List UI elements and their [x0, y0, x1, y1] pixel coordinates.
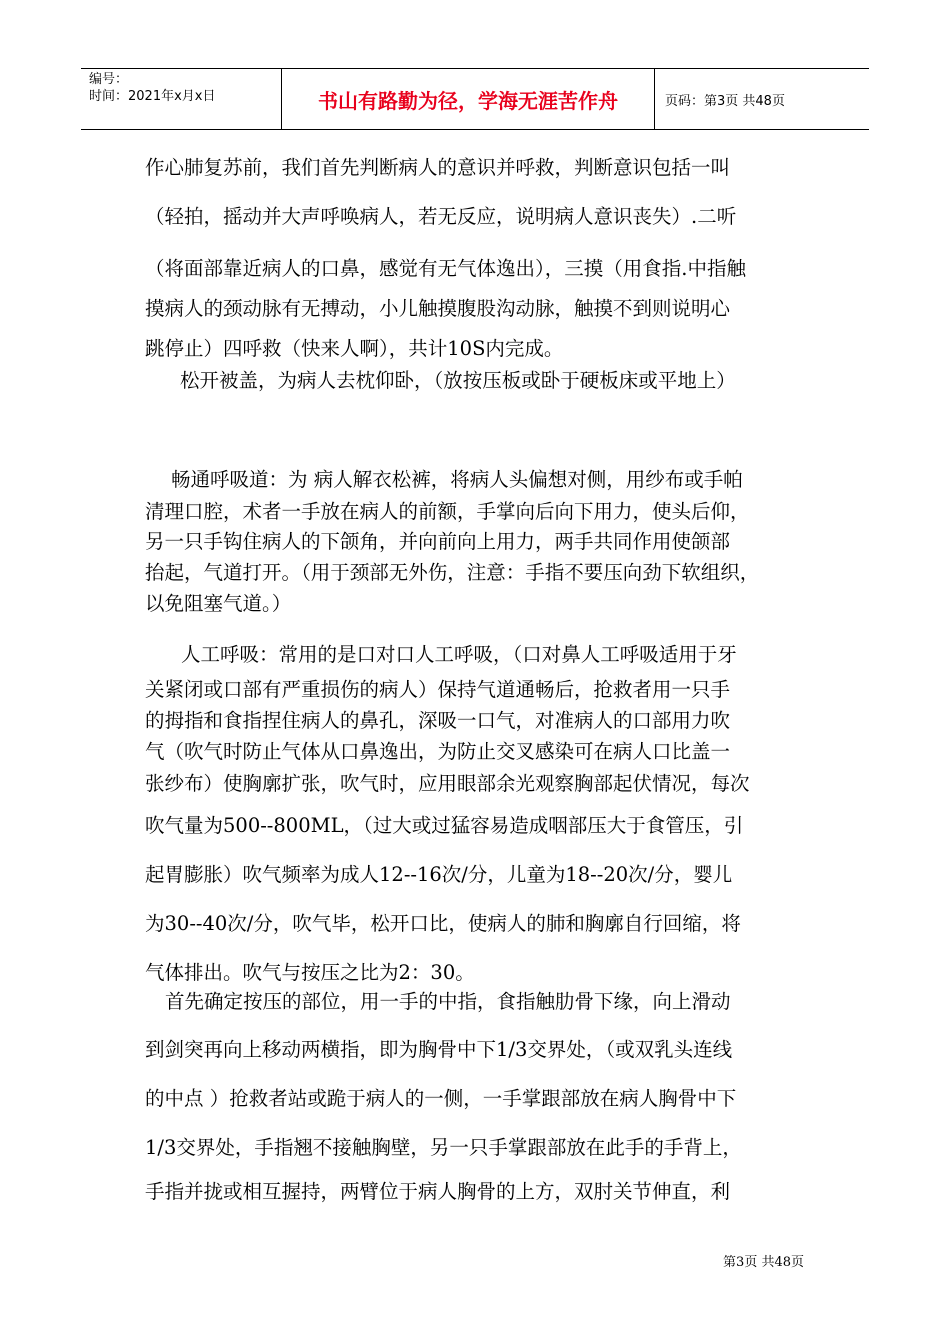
paragraph-5: [145, 978, 807, 1212]
page-header: [81, 68, 869, 130]
text-line: 的拇指和食指捏住病人的鼻孔，深吸一口气，对准病人的口部用力吹: [145, 709, 731, 732]
text-line: 气（吹气时防止气体从口鼻逸出，为防止交叉感染可在病人口比盖一: [145, 740, 731, 763]
text-line: 作心肺复苏前，我们首先判断病人的意识并呼救，判断意识包括一叫: [145, 156, 731, 179]
document-time-label: 时间：2021年x月x日: [89, 89, 216, 104]
paragraph-1: [145, 143, 807, 373]
text-line: 手指并拢或相互握持，两臂位于病人胸骨的上方，双肘关节伸直，利: [145, 1180, 731, 1203]
text-line: 吹气量为500--800ML，（过大或过猛容易造成咽部压大于食管压，引: [145, 814, 744, 837]
text-line: 人工呼吸：常用的是口对口人工呼吸，（口对鼻人工呼吸适用于牙: [181, 643, 737, 666]
text-line: （轻拍，摇动并大声呼唤病人，若无反应，说明病人意识丧失）.二听: [145, 205, 737, 228]
text-line: 起胃膨胀）吹气频率为成人12--16次/分，儿童为18--20次/分，婴儿: [145, 863, 733, 886]
text-line: （将面部靠近病人的口鼻，感觉有无气体逸出），三摸（用食指.中指触: [145, 257, 746, 280]
text-line: 松开被盖，为病人去枕仰卧，（放按压板或卧于硬板床或平地上）: [180, 369, 736, 392]
header-motto: 书山有路勤为径，学海无涯苦作舟: [281, 69, 655, 129]
text-line: 首先确定按压的部位，用一手的中指，食指触肋骨下缘，向上滑动: [165, 990, 731, 1013]
text-line: 跳停止）四呼救（快来人啊），共计10S内完成。: [145, 337, 564, 360]
text-line: 另一只手钩住病人的下颌角，并向前向上用力，两手共同作用使颌部: [145, 530, 731, 553]
paragraph-4: [145, 636, 807, 997]
text-line: 气体排出。吹气与按压之比为2：30。: [145, 961, 475, 984]
text-line: 清理口腔，术者一手放在病人的前额，手掌向后向下用力，使头后仰，: [145, 500, 750, 523]
text-line: 摸病人的颈动脉有无搏动，小儿触摸腹股沟动脉，触摸不到则说明心: [145, 297, 731, 320]
text-line: 为30--40次/分，吹气毕，松开口比，使病人的肺和胸廓自行回缩，将: [145, 912, 741, 935]
text-line: 抬起，气道打开。（用于颈部无外伤，注意：手指不要压向劲下软组织，: [145, 561, 760, 584]
header-meta: [81, 69, 281, 129]
text-line: 畅通呼吸道：为 病人解衣松裤，将病人头偏想对侧，用纱布或手帕: [171, 468, 743, 491]
paragraph-3: [145, 464, 807, 619]
text-line: 到剑突再向上移动两横指，即为胸骨中下1/3交界处，（或双乳头连线: [145, 1038, 733, 1061]
header-page-number: 页码：第3页 共48页: [665, 93, 785, 109]
paragraph-2: [145, 361, 807, 401]
text-line: 张纱布）使胸廓扩张，吹气时，应用眼部余光观察胸部起伏情况，每次: [145, 772, 750, 795]
text-line: 以免阻塞气道。）: [145, 592, 292, 615]
text-line: 1/3交界处，手指翘不接触胸壁，另一只手掌跟部放在此手的手背上，: [145, 1136, 742, 1159]
text-line: 的中点 ）抢救者站或跪于病人的一侧，一手掌跟部放在病人胸骨中下: [145, 1087, 737, 1110]
document-number-label: 编号：: [89, 72, 129, 87]
footer-page-number: 第3页 共48页: [723, 1255, 804, 1270]
text-line: 关紧闭或口部有严重损伤的病人）保持气道通畅后，抢救者用一只手: [145, 678, 731, 701]
